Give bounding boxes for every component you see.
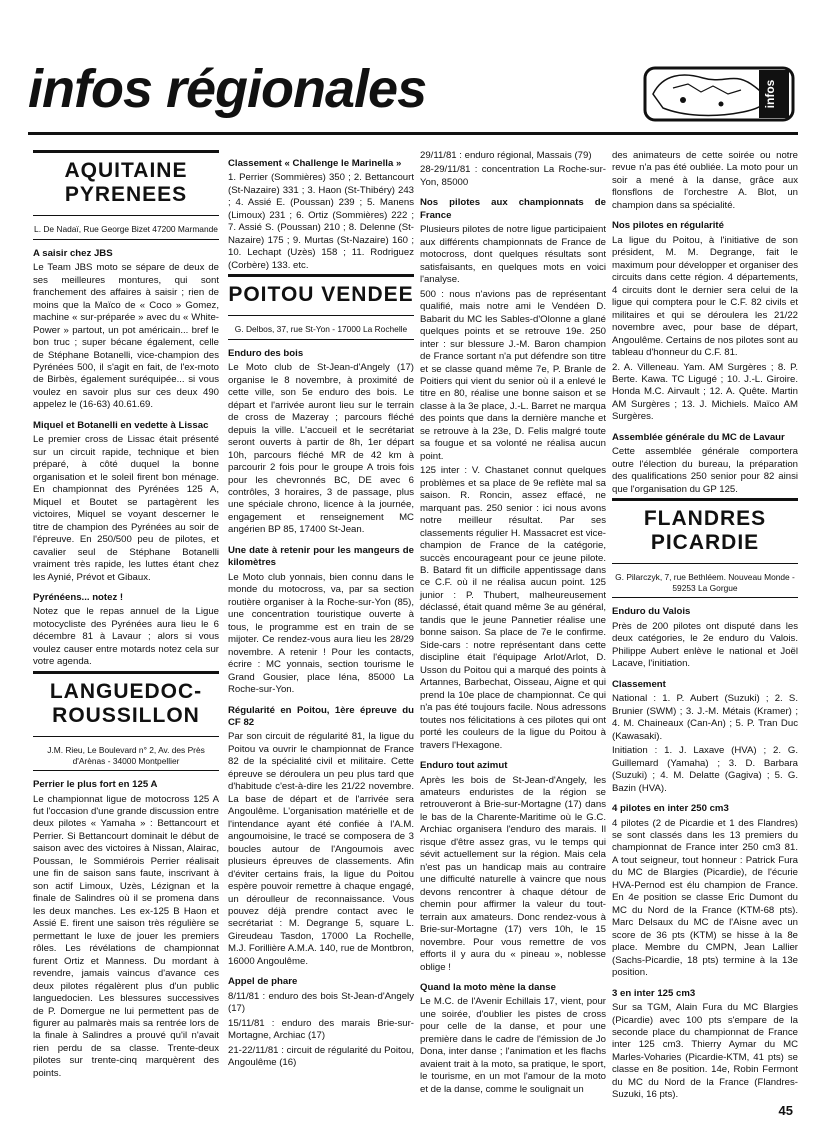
- correspondent-address: L. De Nadaï, Rue George Bizet 47200 Marmande: [33, 222, 219, 240]
- article-heading: Assemblée générale du MC de Lavaur: [612, 431, 785, 443]
- article-paragraph: Le championnat ligue de motocross 125 A fut l'occasion d'une grande discussion entre deux pilotes « Yamaha » : Bettancourt et Perrier. Si Bettancourt dominait le début de saison avec des victoires à Nissan, Alairac, Poussan, le Sommiérois Perrier réalisait une fin de saison sans faute, inscrivant à son actif Limoux, Uzès, Lézignan et la finale de Salindres où il se promena dans les deux manches. Les ex-125 B Haon et Assié E. firent une saison très régulière se permettant le luxe de jouer les premiers rôles. Les révélations de championnat furent Ortiz et Manness. Du mordant à revendre, jamais vaincus d'avance ces deux pilotes régalèrent plus d'un public languedocien. Les blessures successives de P. Domergue ne lui permettent pas de figurer au palmarès mais sa rentrée lors de la finale à Salindres a prouvé qu'il n'avait rien perdu de sa classe. Trente-deux pilotes sur trente-cinq marquèrent des points.: [33, 793, 219, 1079]
- article-paragraph: Par son circuit de régularité 81, la ligue du Poitou va ouvrir le championnat de France 82 de la spécialité civil et militaire. Cette épreuve se déroulera un peu plus tard que d'habitude c'est-à-dire les 21/22 novembre. La base de départ et de l'arrivée sera Angoulême. L'organisation matérielle et de l'intendance ayant été confiée à l'A.M. angoumoisine, le tracé se composera de 3 boucles autour de l'Angoumois avec plusieurs épreuves de classements. Afin d'éviter certains frais, la ligue du Poitou espère pouvoir remettre à chaque engagé, un déroulleur de reconnaissance. Vous pouvez déjà prendre contact avec le secrétariat : M. Degrange 5, square L. Gireudeau Tasdon, 17000 La Rochelle, M.J. Forillière A.M.A. 140, rue de Montbron, 16000 Angoulême.: [228, 731, 414, 967]
- article-paragraph: 4 pilotes (2 de Picardie et 1 des Flandres) se sont classés dans les 13 premiers du championnat de France inter 250 cm3 81. A tout seigneur, tout honneur : Patrick Fura du MC de Blargies (Picardie), de l'écurie HVA-Pernod est élu champion de France. En 4e position se classe Eric Dumont du MC du Nord de la France (KTM-68 pts). Marc Delsaux du MC de l'Aisne avec un score de 36 pts (KTM) se hisse à la 8e place. Membre du CMPN, Jean Lallier (Sachs-Picardie, 18 pts) termine à la 13e position.: [612, 817, 798, 979]
- region-header: [33, 150, 219, 216]
- article-heading: Miquel et Botanelli en vedette à Lissac: [33, 419, 209, 431]
- article-heading: Classement « Challenge le Marinella »: [228, 158, 402, 169]
- article-paragraph: 28-29/11/81 : concentration La Roche-sur-Yon, 85000: [420, 164, 606, 188]
- column-1: [33, 150, 219, 1082]
- region-title: LANGUEDOC-ROUSSILLON: [49, 679, 203, 727]
- article-paragraph: Plusieurs pilotes de notre ligue participaient aux différents championnats de France de motocross, dont quelques résultats sont satisfaisants, en quelques mots en voici l'analyse.: [420, 224, 606, 286]
- article-paragraph: Le M.C. de l'Avenir Echillais 17, vient, pour une soirée, d'oublier les pistes de cross pour celle de la danse, et pour une première dans le cadre de l'émission de Jo Dona, inter danse ; l'animation et les flachs avaient trait à la moto, sa pratique, le sport, le tourisme, en un mot l'amour de la moto et de la danse, comme le soulignait un: [420, 996, 606, 1095]
- article-paragraph: 500 : nous n'avions pas de représentant qualifié, mais notre ami le Vendéen D. Babarit du MC les Sables-d'Olonne a glané quelques points et se retrouve 19e. 250 inter : sur blessure J.-M. Baron champion de France sortant n'a put défendre son titre et se classe quand même 7e, P. Branle de Poitiers qui vient du senior où il a enlevé le titre en 80, réalise une bonne saison et se classe à la 3e place, J.-L. Barret ne marqua des points que dans la dernière manche et se retrouve à la 23e, D. Felis malgré toute sa fougue et sa volonté ne réalisa aucun point.: [420, 288, 606, 462]
- article-paragraph: Notez que le repas annuel de la Ligue motocycliste des Pyrénées aura lieu le 6 décembre 81 à Lavaur ; alors si vous voulez causer entre motards notez cela sur votre agenda.: [33, 606, 219, 668]
- article-heading: Enduro tout azimut: [420, 760, 508, 772]
- article-paragraph: 15/11/81 : enduro des marais Brie-sur-Mortagne, Archiac (17): [228, 1017, 414, 1042]
- article-heading: Enduro des bois: [228, 347, 304, 359]
- article-paragraph: 2. A. Villeneau. Yam. AM Surgères ; 8. P. Berte. Kawa. TC Ligugé ; 10. J.-L. Giroire. Honda M.C. Airvault ; 12. A. Quête. Martin AM Surgères ; 13. J. Michiels. Maïco AM Surgères.: [612, 361, 798, 423]
- article-paragraph: Cette assemblée générale comportera outre l'élection du bureau, la préparation des qualifications 250 senior pour 82 ainsi que l'organisation du GP 125.: [612, 446, 798, 495]
- article-paragraph: 1. Perrier (Sommières) 350 ; 2. Bettancourt (St-Nazaire) 331 ; 3. Haon (St-Thibéry) 243 ; 4. Assié E. (Poussan) 239 ; 5. Manens (Limoux) 231 ; 6. Ortiz (Sommières) 222 ; 7. Assié S. (Poussan) 210 ; 8. Delenne (St-Nazaire) 175 ; 9. Murtas (St-Nazaire) 160 ; 10. Lechapt (Uzès) 158 ; 11. Rodriguez (Corbère) 133. etc.: [228, 172, 414, 271]
- page-title: infos régionales: [28, 59, 427, 119]
- article-paragraph: 8/11/81 : enduro des bois St-Jean-d'Angely (17): [228, 990, 414, 1015]
- correspondent-address: J.M. Rieu, Le Boulevard n° 2, Av. des Près d'Arènas - 34000 Montpellier: [33, 743, 219, 771]
- article-paragraph: Le premier cross de Lissac était présenté sur un circuit rapide, technique et bien préparé, à côté duquel la bonne organisation et le soleil firent bon ménage. En championnat des Pyrénées 125 A, Miquel et Boutet se partagèrent les victoires, Miquel se voyant descerner le titre de champion des Pyrénées au soir de l'épreuve. En 250/500 peu de pilotes, et cavalier seul de Stéphane Botanelli vraiment très rapide, les luttes étant chez les Aynié, Prévot et Gibaux.: [33, 434, 219, 583]
- article-paragraph: Le Moto club de St-Jean-d'Angely (17) organise le 8 novembre, à proximité de cette ville, son 5e enduro des bois. Le départ et l'arrivée auront lieu sur le terrain de cross de Mazeray ; parcours fléché depuis la ville. L'accueil et le secrétariat seront ouverts à partir de 8h, 1er départ 10h, parcours fléché MR de 42 km à parcourir 2 fois pour le groupe A trois fois pour les chevronnés BC, DE avec 6 contrôles, 3 horaires, 3 de passage, plus une spéciale chrono, licence à la journée, engagement et renseignement MC angérien BP 85, 17400 St-Jean.: [228, 362, 414, 536]
- article-heading: 4 pilotes en inter 250 cm3: [612, 803, 729, 815]
- region-header: [33, 671, 219, 737]
- column-3: [420, 150, 606, 1098]
- article-paragraph: Le Moto club yonnais, bien connu dans le monde du motocross, va, par sa section routière organiser à la Roche-sur-Yon (85), une concentration touristique ouverte à tous, le programme est en train de se mijoter. Ce rendez-vous aura lieu les 28/29 novembre. A retenir ! Pour les contacts, écrire : MC yonnais, section tourisme le Grand Gousier, place Iéna, 85000 La Roche-sur-Yon.: [228, 571, 414, 696]
- article-heading: Enduro du Valois: [612, 606, 691, 618]
- region-header: [228, 274, 414, 316]
- article-paragraph: Après les bois de St-Jean-d'Angely, les amateurs enduristes de la région se retrouveront à Brie-sur-Mortagne (17) dans le bas de la Charente-Maritime où le G.C. Archiac organisera l'enduro des marais. Il risque d'être assez gras, vu le temps qui sévit actuellement sur la région. Mais cela n'est pas un handicap mais au contraire une difficulté naturelle à vaincre que nous devons rencontrer à chaque détour de chemin pour affirmer la valeur du tout-terrain aux amateurs. Donc rendez-vous à Brie-sur-Mortagne (17) vers 10h, le 15 novembre. Pour vous remettre de vos efforts il y aura du « pineau », noblesse oblige !: [420, 774, 606, 973]
- infos-badge-icon: [643, 64, 795, 124]
- article-heading: Une date à retenir pour les mangeurs de kilomètres: [228, 544, 414, 569]
- article-heading: A saisir chez JBS: [33, 247, 113, 259]
- article-paragraph: National : 1. P. Aubert (Suzuki) ; 2. S. Brunier (SWM) ; 3. J.-M. Métais (Kramer) ; 4. M. Chaineaux (Can-An) ; 5. P. Tran Duc (Kawasaki).: [612, 693, 798, 742]
- column-4: [612, 150, 798, 1104]
- article-heading: Appel de phare: [228, 976, 298, 988]
- article-heading: Régularité en Poitou, 1ère épreuve du CF 82: [228, 704, 414, 728]
- article-heading: Classement: [612, 678, 666, 690]
- region-title: FLANDRES PICARDIE: [643, 507, 767, 555]
- page-number: 45: [778, 1103, 793, 1118]
- article-heading: Pyrénéens... notez !: [33, 591, 124, 603]
- article-paragraph: des animateurs de cette soirée ou notre revue n'a pas été oubliée. La moto pour un soir a mené à la danse, grâce aux flonsflons de l'orchestre A. Blot, un champion dans sa spécialité.: [612, 150, 798, 211]
- article-paragraph: Initiation : 1. J. Laxave (HVA) ; 2. G. Guillemard (Yamaha) ; 3. D. Barbara (Suzuki) ; 4. M. Delatte (Gagiva) ; 5. G. Bazin (HVA).: [612, 745, 798, 794]
- article-paragraph: 125 inter : V. Chastanet connut quelques problèmes et sa place de 9e reflète mal sa saison. R. Roncin, assez effacé, ne marquant pas. 250 senior : ici nous avons notre meilleur résultat. Par ses classements régulier H. Massacret est vice-champion de France de la catégorie, succès encourageant pour ce jeune pilote. B. Batard fit un difficile appentissage dans ce C.F. où il ne réalisa aucun point. 125 junior : P. Thubert, malheureusement déclassé, était quand même 3e au général, tandis que le jeune Pannetier réalise une bonne saison. Sa place de 7e le confirme. Side-cars : notre représentant dans cette discipline était l'équipage Arlot/Arlot, D. Usson du Poitou qui a marqué des points à Artannes, Barbechat, Oisseau, Aigne et qui prend la 10e place de championnat. Ce qui n'a pas été toujours facile. Nous adressons toutes nos félicitations à ces pilotes qui ont porté les couleurs de la ligue du Poitou à travers l'Hexagone.: [420, 465, 606, 751]
- region-header: [612, 498, 798, 564]
- column-2: [228, 150, 414, 1072]
- article-heading: Quand la moto mène la danse: [420, 982, 556, 993]
- correspondent-address: G. Delbos, 37, rue St-Yon - 17000 La Rochelle: [228, 322, 414, 340]
- correspondent-address: G. Pilarczyk, 7, rue Bethléem. Nouveau Monde - 59253 La Gorgue: [612, 570, 798, 598]
- article-paragraph: La ligue du Poitou, à l'initiative de son président, M. M. Degrange, fait le maximum pour développer et organiser des circuits dans cette région. 4 départements, 4 circuits dont le dernier sera celui de la ligue qui comptera pour le C.F. 82 civils et militaires et qui se déroulera les 21/22 novembre avec, pour base de départ, Angoulême. Certains de nos pilotes sont au tableau d'honneur du C.F. 81.: [612, 234, 798, 359]
- article-paragraph: Près de 200 pilotes ont disputé dans les deux catégories, le 2e enduro du Valois. Philippe Aubert enlève le national et Joël Lacave, l'initiation.: [612, 620, 798, 670]
- article-paragraph: 21-22/11/81 : circuit de régularité du Poitou, Angoulême (16): [228, 1044, 414, 1069]
- article-paragraph: 29/11/81 : enduro régional, Massais (79): [420, 150, 592, 161]
- article-heading: 3 en inter 125 cm3: [612, 987, 696, 999]
- article-heading: Nos pilotes en régularité: [612, 220, 724, 232]
- article-heading: Perrier le plus fort en 125 A: [33, 779, 158, 791]
- region-title: AQUITAINE PYRENEES: [64, 159, 188, 207]
- badge-label: infos: [763, 79, 777, 109]
- region-title: POITOU VENDEE: [228, 283, 414, 307]
- article-paragraph: Sur sa TGM, Alain Fura du MC Blargies (Picardie) avec 100 pts s'empare de la seconde place du championnat de France inter 125 cm3. Thierry Aymar du MC Marles-Voharies (Picardie-KTM, 41 pts) se classe en 8e position. 14e, Robin Fermont du MC du Nord de la France (Flandres-Suzuki, 16 pts).: [612, 1002, 798, 1101]
- article-heading: Nos pilotes aux championnats de France: [420, 197, 606, 221]
- article-paragraph: Le Team JBS moto se sépare de deux de ses meilleures montures, qui sont franchement des affaires à saisir ; rien de moins que la Maïco de « Coco » Gomez, machine « sur-préparée » avec du « White-Power » partout, un pot américain... bref le bon truc ; super bécane également, celle de Stéphane Botanelli, vice-champion des Pyrénées 500, il s'agit en fait, de l'ex-moto de Birbès, également suréquipée... si vous voulez en savoir plus sur ces deux 490 appelez le (16-63) 40.61.69.: [33, 262, 219, 411]
- title-rule: [28, 132, 798, 135]
